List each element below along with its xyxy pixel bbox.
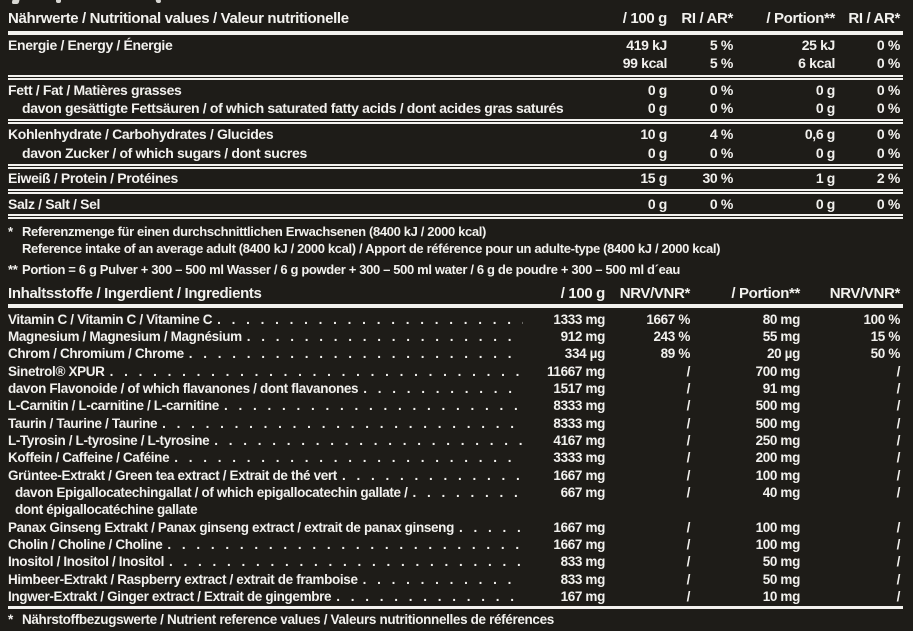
portion-cell: 200 mg — [755, 450, 800, 466]
row-label: Magnesium / Magnesium / Magnésium — [8, 328, 242, 344]
nrv-cell: / — [686, 467, 690, 483]
ingredients-list — [8, 311, 903, 606]
value-100g-cell: 833 mg — [560, 571, 605, 587]
nrv-cell: 243 % — [653, 328, 690, 344]
portion-cell: 100 mg — [755, 519, 800, 535]
value-100g-cell: 0 g — [647, 145, 667, 161]
ingredient-row-egcg-continuation — [8, 501, 903, 518]
section-rule — [8, 119, 903, 124]
ingredient-row-raspberry-extract — [8, 571, 903, 588]
row-label: Taurin / Taurine / Taurine — [8, 415, 158, 431]
portion-cell: 700 mg — [755, 363, 800, 379]
row-label: Himbeer-Extrakt / Raspberry extract / extrait de framboise — [8, 571, 358, 587]
portion-cell: 500 mg — [755, 415, 800, 431]
footnote-text: Portion = 6 g Pulver + 300 – 500 ml Wasser / 6 g powder + 300 – 500 ml water / 6 g de poudre + 300 – 500 ml d´eau — [22, 262, 680, 277]
ingredient-row-egcg — [8, 484, 903, 501]
portion-cell: 20 µg — [766, 346, 800, 362]
value-100g-cell: 0 g — [647, 196, 667, 212]
portion-cell: 100 mg — [755, 536, 800, 552]
value-100g-cell: 3333 mg — [553, 450, 605, 466]
ingredient-row-caffeine — [8, 449, 903, 466]
nrv-cell: / — [686, 554, 690, 570]
nrv-portion-cell: / — [896, 589, 900, 604]
nrv-portion-cell: / — [896, 554, 900, 570]
col-header-portion: / Portion** — [766, 10, 835, 27]
ingredient-row-choline — [8, 536, 903, 553]
section-rule — [8, 164, 903, 169]
portion-cell: 55 mg — [762, 328, 800, 344]
footnote-text — [22, 224, 903, 257]
value-100g-cell: 912 mg — [560, 328, 605, 344]
portion-cell: 0 g — [815, 100, 835, 116]
nrv-cell: / — [686, 415, 690, 431]
table-row-carbohydrates — [8, 126, 903, 143]
nrv-cell: / — [686, 380, 690, 396]
row-label: Ingwer-Extrakt / Ginger extract / Extrait de gingembre — [8, 589, 332, 604]
energy-kj-portion: 25 kJ — [801, 37, 835, 53]
value-100g-cell: 334 µg — [564, 346, 605, 362]
value-100g-cell: 10 g — [640, 126, 667, 142]
row-label: Vitamin C / Vitamin C / Vitamine C — [8, 311, 213, 327]
ingredient-row-vitamin-c — [8, 311, 903, 328]
energy-kcal-100g: 99 kcal — [622, 54, 667, 71]
portion-cell: 250 mg — [755, 432, 800, 448]
table-row-energy — [8, 37, 903, 72]
row-label: Eiweiß / Protein / Protéines — [8, 170, 178, 186]
col-header-portion: / Portion** — [731, 284, 800, 302]
row-label: Panax Ginseng Extrakt / Panax ginseng extract / extrait de panax ginseng — [8, 519, 454, 535]
footnote-reference-intake — [8, 224, 903, 257]
energy-kcal-ri: 5 % — [709, 54, 733, 71]
ingredients-table-title: Inhaltsstoffe / Ingerdient / Ingredients — [8, 284, 262, 302]
ingredient-row-inositol — [8, 553, 903, 570]
nrv-portion-cell: / — [896, 432, 900, 448]
portion-cell: 0,6 g — [804, 126, 835, 142]
row-label: Inositol / Inositol / Inositol — [8, 554, 164, 570]
ingredient-row-taurine — [8, 415, 903, 432]
row-label: Sinetrol® XPUR — [8, 363, 105, 379]
table-row-sugars — [8, 145, 903, 162]
double-asterisk: ** — [8, 262, 18, 277]
col-header-per-100g: / 100 g — [622, 10, 667, 27]
footnote-nrv — [8, 612, 903, 628]
col-header-per-100g: / 100 g — [560, 284, 605, 302]
section-rule — [8, 75, 903, 80]
nrv-cell: / — [686, 398, 690, 414]
ingredients-table-header-row — [8, 284, 903, 304]
row-label: Energie / Energy / Énergie — [8, 37, 173, 53]
value-100g-cell: 1667 mg — [553, 467, 605, 483]
col-header-nrv-2: NRV/VNR* — [829, 284, 900, 302]
row-label-continuation: dont épigallocatéchine gallate — [15, 502, 198, 518]
footnote-line-en-fr: Reference intake of an average adult (8400 kJ / 2000 kcal) / Apport de référence pour un adulte-type (8400 kJ / 2000 kcal) — [22, 240, 721, 256]
value-100g-cell: 667 mg — [560, 484, 605, 500]
nutrition-table-header-row — [8, 9, 903, 29]
value-100g-cell: 15 g — [640, 170, 667, 186]
col-header-ri-ar-1: RI / AR* — [681, 10, 733, 27]
footnote-portion — [8, 262, 903, 279]
portion-cell: 0 g — [815, 196, 835, 212]
header-rule — [8, 31, 903, 35]
ri-cell: 30 % — [702, 170, 733, 186]
ingredient-row-l-carnitine — [8, 397, 903, 414]
nrv-portion-cell: 50 % — [870, 346, 900, 362]
ingredient-row-panax-ginseng — [8, 519, 903, 536]
ingredient-row-ginger-extract — [8, 588, 903, 605]
ingredient-row-green-tea-extract — [8, 467, 903, 484]
nrv-portion-cell: / — [896, 519, 900, 535]
portion-cell: 0 g — [815, 145, 835, 161]
portion-cell: 100 mg — [755, 467, 800, 483]
nrv-portion-cell: / — [896, 398, 900, 414]
nrv-cell: / — [686, 484, 690, 500]
value-100g-cell: 1667 mg — [553, 519, 605, 535]
asterisk: * — [8, 612, 13, 628]
ri-portion-cell: 0 % — [876, 126, 900, 142]
value-100g-cell: 1517 mg — [553, 380, 605, 396]
portion-cell: 50 mg — [762, 554, 800, 570]
dot-leader — [110, 363, 523, 380]
energy-kcal-portion: 6 kcal — [798, 54, 835, 71]
ri-portion-cell: 0 % — [876, 196, 900, 212]
ri-portion-cell: 0 % — [876, 100, 900, 116]
ri-portion-cell: 0 % — [876, 145, 900, 161]
ri-cell: 0 % — [709, 82, 733, 98]
nutrition-table-title: Nährwerte / Nutritional values / Valeur nutritionelle — [8, 10, 349, 27]
nrv-cell: 89 % — [660, 346, 690, 362]
ri-cell: 0 % — [709, 196, 733, 212]
nrv-portion-cell: / — [896, 450, 900, 466]
energy-kj-ri: 5 % — [709, 37, 733, 53]
footer-rule — [8, 606, 903, 609]
value-100g-cell: 0 g — [647, 100, 667, 116]
row-label: Fett / Fat / Matières grasses — [8, 82, 182, 98]
row-label: davon Zucker / of which sugars / dont sucres — [22, 145, 307, 161]
header-rule — [8, 304, 903, 308]
portion-cell: 40 mg — [762, 484, 800, 500]
portion-cell: 50 mg — [762, 571, 800, 587]
value-100g-cell: 4167 mg — [553, 432, 605, 448]
col-header-nrv-1: NRV/VNR* — [619, 284, 690, 302]
nrv-portion-cell: / — [896, 380, 900, 396]
ingredient-row-flavonoids — [8, 380, 903, 397]
value-100g-cell: 1333 mg — [553, 311, 605, 327]
nrv-portion-cell: 15 % — [870, 328, 900, 344]
asterisk: * — [8, 224, 13, 239]
ri-cell: 0 % — [709, 145, 733, 161]
ri-portion-cell — [760, 37, 900, 72]
ri-portion-cell: 0 % — [876, 82, 900, 98]
ri-cell: 0 % — [709, 100, 733, 116]
clipped-top-text-marks — [8, 0, 308, 5]
section-rule — [8, 214, 903, 219]
ingredient-row-chromium — [8, 345, 903, 362]
value-100g-cell: 8333 mg — [553, 415, 605, 431]
portion-cell: 10 mg — [762, 589, 800, 604]
nrv-portion-cell: 100 % — [863, 311, 900, 327]
nrv-cell: 1667 % — [646, 311, 690, 327]
ingredient-row-l-tyrosine — [8, 432, 903, 449]
ri-portion-cell: 2 % — [876, 170, 900, 186]
table-row-fat — [8, 82, 903, 99]
table-row-salt — [8, 196, 903, 213]
col-header-ri-ar-2: RI / AR* — [848, 10, 900, 27]
table-row-protein — [8, 170, 903, 187]
energy-kj-100g: 419 kJ — [626, 37, 667, 53]
nrv-cell: / — [686, 536, 690, 552]
row-label: Koffein / Caffeine / Caféine — [8, 450, 170, 466]
nrv-cell: / — [686, 571, 690, 587]
value-100g-cell: 833 mg — [560, 554, 605, 570]
row-label: L-Tyrosin / L-tyrosine / L-tyrosine — [8, 432, 210, 448]
row-label: Salz / Salt / Sel — [8, 196, 101, 212]
energy-kcal-ri-portion: 0 % — [876, 54, 900, 71]
portion-cell: 80 mg — [762, 311, 800, 327]
row-label: Cholin / Choline / Choline — [8, 536, 163, 552]
nrv-portion-cell: / — [896, 363, 900, 379]
portion-cell: 1 g — [815, 170, 835, 186]
row-label: Kohlenhydrate / Carbohydrates / Glucides — [8, 126, 274, 142]
value-100g-cell: 11667 mg — [547, 363, 605, 379]
value-100g-cell: 8333 mg — [553, 398, 605, 414]
nrv-portion-cell: / — [896, 467, 900, 483]
nrv-portion-cell: / — [896, 536, 900, 552]
nrv-portion-cell: / — [896, 415, 900, 431]
portion-cell: 91 mg — [762, 380, 800, 396]
nrv-cell: / — [686, 589, 690, 604]
nrv-cell: / — [686, 519, 690, 535]
row-label: L-Carnitin / L-carnitine / L-carnitine — [8, 398, 219, 414]
portion-cell: 0 g — [815, 82, 835, 98]
table-row-saturated-fat — [8, 100, 903, 117]
value-100g-cell: 0 g — [647, 82, 667, 98]
row-label: Chrom / Chromium / Chrome — [8, 346, 184, 362]
section-rule — [8, 189, 903, 194]
nrv-portion-cell: / — [896, 484, 900, 500]
value-100g-cell: 1667 mg — [553, 536, 605, 552]
nrv-portion-cell: / — [896, 571, 900, 587]
ingredient-row-sinetrol — [8, 363, 903, 380]
row-label: davon Flavonoide / of which flavanones / dont flavanones — [8, 380, 359, 396]
nrv-cell: / — [686, 363, 690, 379]
nrv-cell: / — [686, 450, 690, 466]
row-label: davon gesättigte Fettsäuren / of which saturated fatty acids / dont acides gras saturés — [22, 100, 564, 116]
footnote-line-de: Referenzmenge für einen durchschnittlichen Erwachsenen (8400 kJ / 2000 kcal) — [22, 224, 486, 239]
ingredient-row-magnesium — [8, 328, 903, 345]
ri-cell: 4 % — [709, 126, 733, 142]
footnote-text: Nährstoffbezugswerte / Nutrient reference values / Valeurs nutritionnelles de références — [22, 612, 554, 628]
value-100g-cell: 167 mg — [560, 589, 605, 604]
row-label: davon Epigallocatechingallat / of which epigallocatechin gallate / — [15, 484, 408, 500]
row-label: Grüntee-Extrakt / Green tea extract / Extrait de thé vert — [8, 467, 337, 483]
energy-kj-ri-portion: 0 % — [876, 37, 900, 53]
nrv-cell: / — [686, 432, 690, 448]
portion-cell: 500 mg — [755, 398, 800, 414]
